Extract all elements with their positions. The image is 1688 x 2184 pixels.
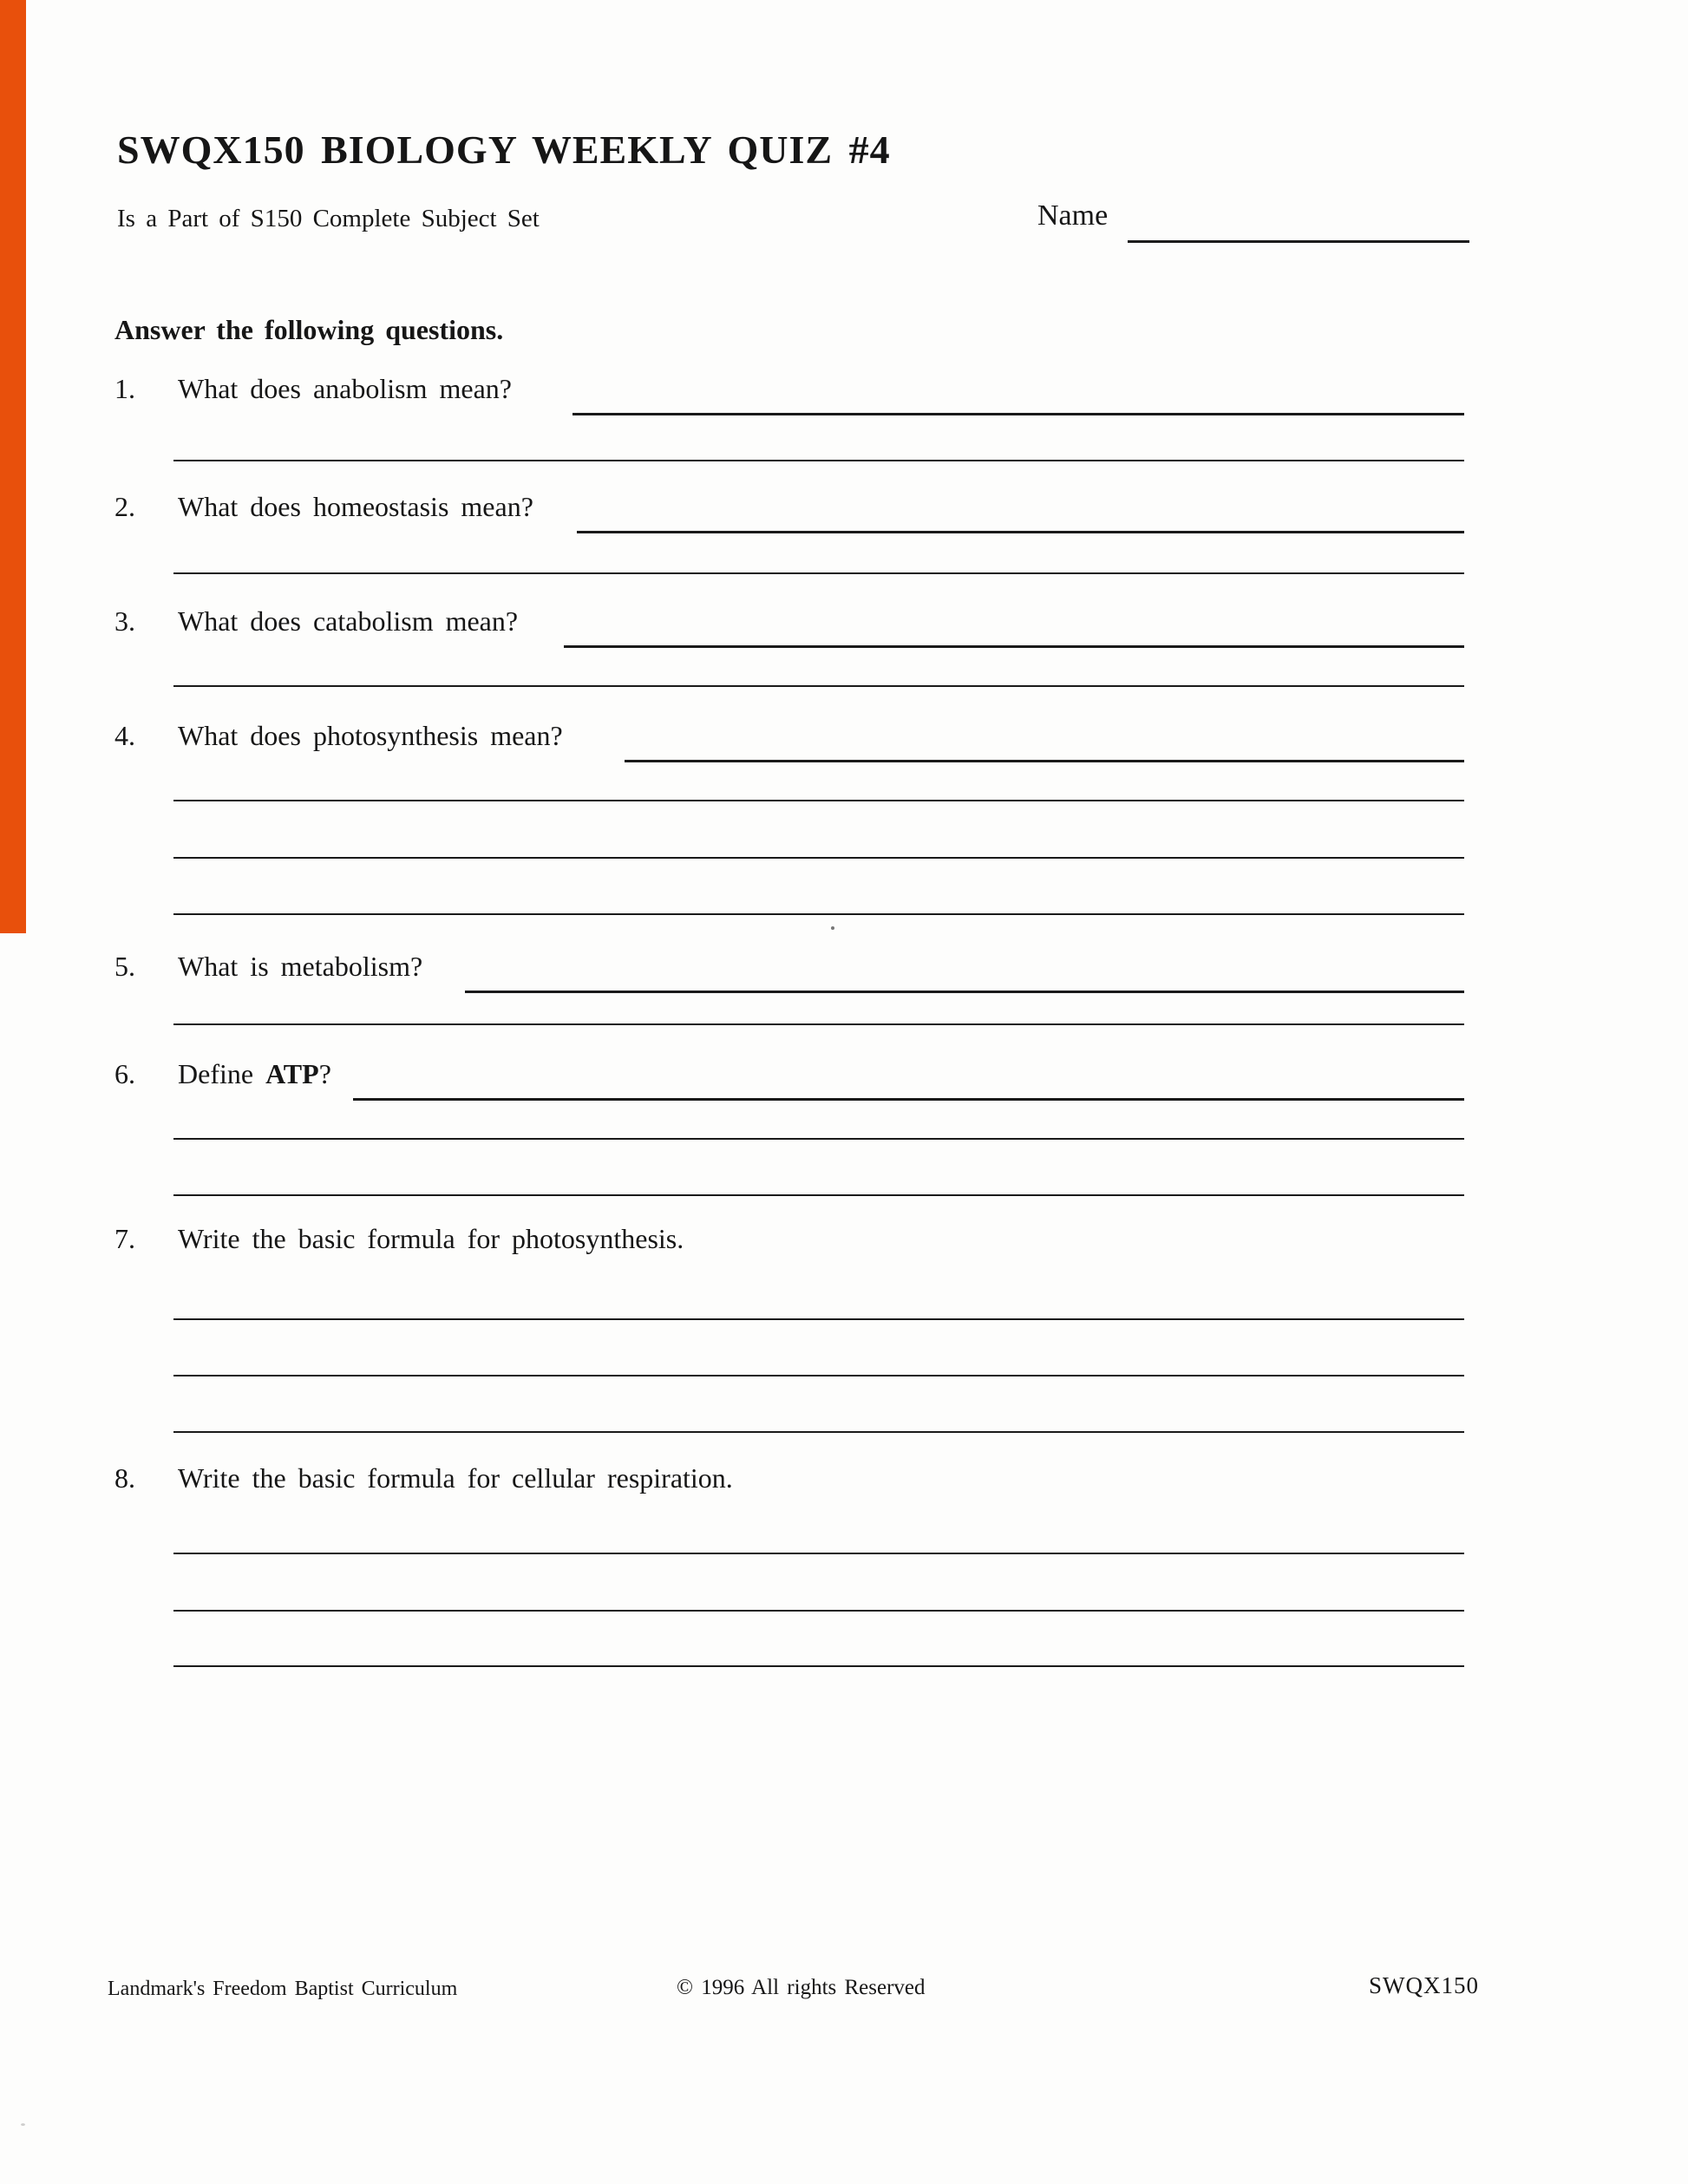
- answer-line[interactable]: [572, 413, 1464, 415]
- answer-line[interactable]: [465, 991, 1464, 993]
- name-label: Name: [1037, 199, 1109, 232]
- question-number: 2.: [114, 491, 135, 522]
- question-text: What does photosynthesis mean?: [178, 720, 563, 751]
- footer-publisher: Landmark's Freedom Baptist Curriculum: [108, 1978, 458, 2000]
- question-bold-term: ATP: [265, 1058, 319, 1089]
- answer-line[interactable]: [173, 1553, 1464, 1554]
- question-text: What does anabolism mean?: [178, 373, 512, 404]
- answer-line[interactable]: [353, 1098, 1464, 1101]
- question-number: 6.: [114, 1058, 135, 1089]
- answer-line[interactable]: [173, 1375, 1464, 1376]
- question-number: 8.: [114, 1462, 135, 1494]
- question-number: 1.: [114, 373, 135, 404]
- page-title: SWQX150 BIOLOGY WEEKLY QUIZ #4: [117, 128, 891, 172]
- question-text: Write the basic formula for photosynthesis.: [178, 1223, 684, 1254]
- answer-line[interactable]: [173, 913, 1464, 915]
- name-blank-line[interactable]: [1128, 240, 1469, 243]
- answer-line[interactable]: [173, 1610, 1464, 1612]
- question-number: 4.: [114, 720, 135, 751]
- scan-speck: [21, 2123, 25, 2126]
- answer-line[interactable]: [173, 800, 1464, 801]
- answer-line[interactable]: [173, 1665, 1464, 1667]
- answer-line[interactable]: [173, 460, 1464, 461]
- scan-speck: [831, 926, 834, 930]
- answer-line[interactable]: [173, 1138, 1464, 1140]
- instructions-heading: Answer the following questions.: [114, 314, 504, 345]
- question-number: 5.: [114, 951, 135, 982]
- question-text: Write the basic formula for cellular respiration.: [178, 1462, 733, 1494]
- question-number: 3.: [114, 605, 135, 637]
- answer-line[interactable]: [625, 760, 1464, 762]
- answer-line[interactable]: [564, 645, 1464, 648]
- answer-line[interactable]: [173, 1431, 1464, 1433]
- answer-line[interactable]: [173, 1194, 1464, 1196]
- answer-line[interactable]: [577, 531, 1464, 533]
- scan-color-stripe: [0, 0, 26, 933]
- question-text: What does catabolism mean?: [178, 605, 519, 637]
- question-text: What is metabolism?: [178, 951, 423, 982]
- question-text: What does homeostasis mean?: [178, 491, 533, 522]
- answer-line[interactable]: [173, 572, 1464, 574]
- question-text: Define ATP?: [178, 1058, 331, 1089]
- answer-line[interactable]: [173, 1023, 1464, 1025]
- footer-copyright: © 1996 All rights Reserved: [677, 1976, 926, 1999]
- answer-line[interactable]: [173, 1318, 1464, 1320]
- page-subtitle: Is a Part of S150 Complete Subject Set: [117, 205, 540, 232]
- question-number: 7.: [114, 1223, 135, 1254]
- answer-line[interactable]: [173, 685, 1464, 687]
- answer-line[interactable]: [173, 857, 1464, 859]
- footer-code: SWQX150: [1369, 1972, 1479, 1998]
